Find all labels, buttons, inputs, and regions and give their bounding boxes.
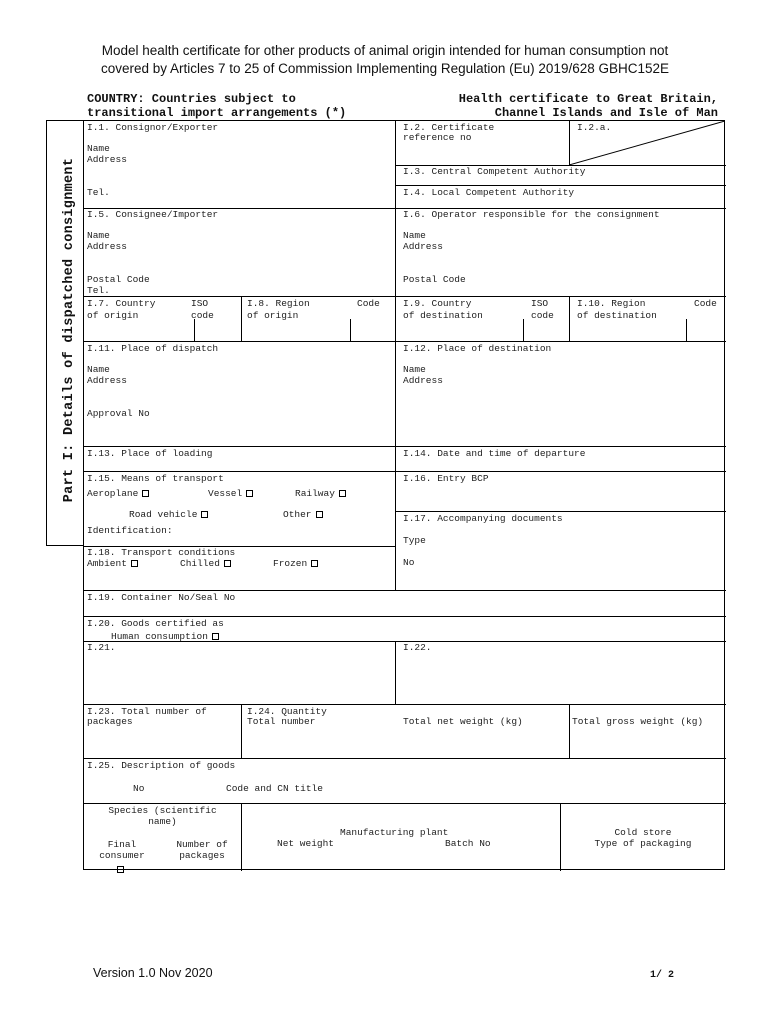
- field-i14-label: I.14. Date and time of departure: [403, 448, 586, 459]
- title-line-1: Model health certificate for other products of animal origin intended for human consumption not: [101, 43, 669, 58]
- column-species-line-1: Species (scientific: [108, 805, 217, 816]
- vessel-checkbox[interactable]: [246, 490, 253, 497]
- field-i6-label: I.6. Operator responsible for the consignment: [403, 209, 660, 220]
- field-i4-label: I.4. Local Competent Authority: [403, 187, 575, 198]
- line: [395, 185, 726, 186]
- field-i1-address[interactable]: Address: [87, 154, 127, 165]
- title-line-2: covered by Articles 7 to 25 of Commission Implementing Regulation (Eu) 2019/628 GBHC152E: [100, 61, 670, 76]
- part-one-label: Part I: Details of dispatched consignment: [62, 157, 77, 503]
- field-i7-label: I.7. Country: [87, 298, 156, 309]
- chilled-label: Chilled: [180, 558, 220, 569]
- field-i20-label: I.20. Goods certified as: [87, 618, 224, 629]
- field-i11-address[interactable]: Address: [87, 375, 127, 386]
- column-species-line-2: name): [148, 816, 177, 827]
- line: [241, 296, 242, 341]
- field-i9-code: code: [531, 310, 554, 321]
- field-i17-type[interactable]: Type: [403, 535, 426, 546]
- vessel-label: Vessel: [208, 488, 243, 499]
- aeroplane-checkbox[interactable]: [142, 490, 149, 497]
- aeroplane-label: Aeroplane: [87, 488, 139, 499]
- country-line-2: transitional import arrangements (*): [87, 106, 347, 120]
- field-i15-identification[interactable]: Identification:: [87, 525, 173, 536]
- line: [84, 704, 726, 705]
- field-i21-label: I.21.: [87, 642, 116, 653]
- road-vehicle-checkbox[interactable]: [201, 511, 208, 518]
- field-i19-label: I.19. Container No/Seal No: [87, 592, 236, 603]
- field-i9-iso: ISO: [531, 298, 549, 309]
- human-consumption-label: Human consumption: [111, 631, 208, 642]
- line: [569, 704, 570, 758]
- field-i25-label: I.25. Description of goods: [87, 760, 236, 771]
- column-type-of-packaging: Type of packaging: [594, 838, 692, 849]
- field-i8-label: I.8. Region: [247, 298, 310, 309]
- certificate-form: [83, 120, 725, 870]
- ambient-label: Ambient: [87, 558, 127, 569]
- railway-checkbox[interactable]: [339, 490, 346, 497]
- field-i5-name[interactable]: Name: [87, 230, 110, 241]
- option-aeroplane[interactable]: [87, 488, 149, 499]
- ambient-checkbox[interactable]: [131, 560, 138, 567]
- field-i9-label-2: of destination: [403, 310, 483, 321]
- option-human-consumption[interactable]: [111, 631, 219, 642]
- column-number-packages-line-2: packages: [179, 850, 225, 861]
- part-one-side-panel: [46, 120, 84, 546]
- option-vessel[interactable]: [208, 488, 253, 499]
- column-final-line-2: consumer: [99, 850, 145, 861]
- field-i15-label: I.15. Means of transport: [87, 473, 224, 484]
- field-i2-label-2: reference no: [403, 132, 472, 143]
- line: [241, 803, 242, 871]
- field-i6-address[interactable]: Address: [403, 241, 443, 252]
- field-i12-label: I.12. Place of destination: [403, 343, 552, 354]
- frozen-label: Frozen: [273, 558, 308, 569]
- railway-label: Railway: [295, 488, 335, 499]
- field-total-net-weight[interactable]: Total net weight (kg): [403, 716, 523, 727]
- final-consumer-checkbox[interactable]: [117, 866, 124, 873]
- column-code-cn-title: Code and CN title: [226, 783, 323, 794]
- field-i5-postal[interactable]: Postal Code: [87, 274, 150, 285]
- chilled-checkbox[interactable]: [224, 560, 231, 567]
- field-i24-total-number: Total number: [247, 716, 316, 727]
- option-frozen[interactable]: [273, 558, 318, 569]
- field-i10-label: I.10. Region: [577, 298, 646, 309]
- field-i12-address[interactable]: Address: [403, 375, 443, 386]
- field-i11-approval[interactable]: Approval No: [87, 408, 150, 419]
- certificate-header: [459, 92, 718, 120]
- country-header: [87, 92, 346, 120]
- field-i9-label: I.9. Country: [403, 298, 472, 309]
- field-i13-label: I.13. Place of loading: [87, 448, 213, 459]
- column-no: No: [133, 783, 145, 794]
- column-final-line-1: Final: [107, 839, 137, 850]
- field-i11-label: I.11. Place of dispatch: [87, 343, 219, 354]
- field-i24-label: I.24. Quantity: [247, 706, 327, 717]
- document-title: [0, 42, 770, 78]
- field-i16-label: I.16. Entry BCP: [403, 473, 489, 484]
- field-i6-name[interactable]: Name: [403, 230, 426, 241]
- field-i8-label-2: of origin: [247, 310, 299, 321]
- line: [523, 319, 524, 341]
- field-i18-label: I.18. Transport conditions: [87, 547, 236, 558]
- field-i2a-label: I.2.a.: [577, 122, 612, 133]
- field-i7-label-2: of origin: [87, 310, 139, 321]
- field-total-gross-weight[interactable]: Total gross weight (kg): [572, 716, 704, 727]
- country-line-1: COUNTRY: Countries subject to: [87, 92, 296, 106]
- field-i2-label: I.2. Certificate: [403, 122, 495, 133]
- option-ambient[interactable]: [87, 558, 138, 569]
- column-cold-store: Cold store: [614, 827, 672, 838]
- line: [84, 616, 726, 617]
- field-i1-label: I.1. Consignor/Exporter: [87, 122, 219, 133]
- option-chilled[interactable]: [180, 558, 231, 569]
- column-batch-no: Batch No: [445, 838, 491, 849]
- option-other[interactable]: [283, 509, 323, 520]
- column-net-weight: Net weight: [277, 838, 335, 849]
- field-i1-tel[interactable]: Tel.: [87, 187, 110, 198]
- field-i10-code: Code: [694, 298, 717, 309]
- line: [84, 590, 726, 591]
- line: [194, 319, 195, 341]
- column-number-packages-line-1: Number of: [176, 839, 228, 850]
- field-i23-label: I.23. Total number of: [87, 706, 207, 717]
- field-i12-name[interactable]: Name: [403, 364, 426, 375]
- cert-line-1: Health certificate to Great Britain,: [458, 92, 718, 106]
- field-i7-code: code: [191, 310, 214, 321]
- field-i23-label-2: packages: [87, 716, 133, 727]
- line: [241, 704, 242, 758]
- line: [395, 121, 396, 590]
- human-consumption-checkbox[interactable]: [212, 633, 219, 640]
- field-i5-tel[interactable]: Tel.: [87, 285, 110, 296]
- page-number: 1/ 2: [650, 970, 675, 981]
- line: [84, 296, 726, 297]
- field-i22-label: I.22.: [403, 642, 432, 653]
- option-railway[interactable]: [295, 488, 346, 499]
- frozen-checkbox[interactable]: [311, 560, 318, 567]
- field-i1-name[interactable]: Name: [87, 143, 110, 154]
- field-i3-label: I.3. Central Competent Authority: [403, 166, 586, 177]
- option-road-vehicle[interactable]: [129, 509, 208, 520]
- other-checkbox[interactable]: [316, 511, 323, 518]
- field-i17-label: I.17. Accompanying documents: [403, 513, 563, 524]
- field-i11-name[interactable]: Name: [87, 364, 110, 375]
- field-i5-label: I.5. Consignee/Importer: [87, 209, 219, 220]
- line: [569, 296, 570, 341]
- field-i6-postal[interactable]: Postal Code: [403, 274, 466, 285]
- footer-version: Version 1.0 Nov 2020: [93, 966, 213, 980]
- road-vehicle-label: Road vehicle: [129, 509, 198, 520]
- line: [84, 803, 726, 804]
- field-i17-no[interactable]: No: [403, 557, 415, 568]
- line: [84, 471, 726, 472]
- line: [686, 319, 687, 341]
- field-i8-code: Code: [357, 298, 380, 309]
- cert-line-2: Channel Islands and Isle of Man: [494, 106, 718, 120]
- field-i10-label-2: of destination: [577, 310, 657, 321]
- line: [84, 341, 726, 342]
- field-i5-address[interactable]: Address: [87, 241, 127, 252]
- line: [84, 446, 726, 447]
- line: [84, 758, 726, 759]
- final-consumer-checkbox-wrap[interactable]: [117, 861, 124, 879]
- field-i7-iso: ISO: [191, 298, 209, 309]
- column-manufacturing-plant: Manufacturing plant: [340, 827, 449, 838]
- line: [350, 319, 351, 341]
- line: [395, 511, 726, 512]
- line: [395, 641, 396, 704]
- other-label: Other: [283, 509, 312, 520]
